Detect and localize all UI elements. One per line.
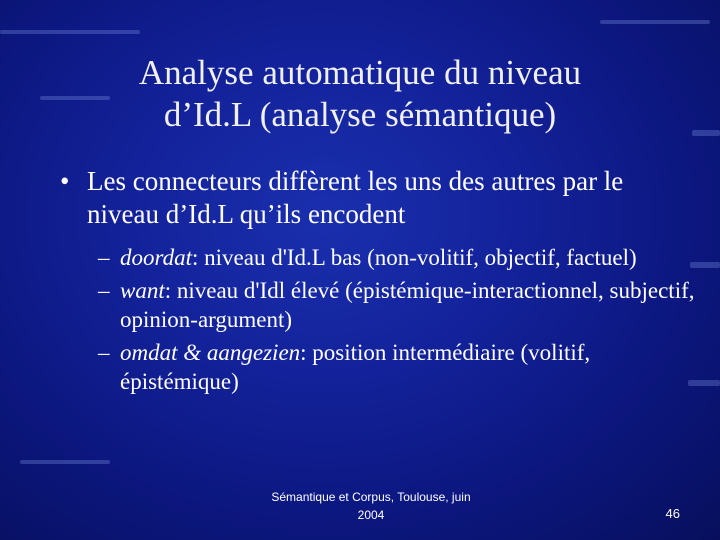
background-streak	[692, 130, 720, 136]
background-streak	[600, 20, 710, 24]
sub-bullet-marker: –	[98, 278, 110, 303]
sub-bullet-text: : niveau d'Id.L bas (non-volitif, objectif, factuel)	[192, 245, 637, 270]
sub-bullet-item	[98, 338, 700, 396]
slide-title-line-1: Analyse automatique du niveau	[138, 53, 582, 92]
sub-bullet-term: omdat & aangezien	[120, 340, 301, 365]
slide-title	[60, 52, 660, 136]
footer-line-2: 2004	[357, 508, 385, 522]
sub-bullet-text: : niveau d'Idl élevé (épistémique-interactionnel, subjectif, opinion-argument)	[120, 278, 695, 332]
sub-bullet-text: : position intermédiaire (volitif, épistémique)	[120, 340, 591, 394]
background-streak	[0, 30, 140, 34]
sub-bullet-term: doordat	[120, 245, 192, 270]
page-number: 46	[665, 506, 680, 521]
slide-footer	[246, 488, 496, 524]
bullet-item	[60, 165, 700, 231]
footer-line-1: Sémantique et Corpus, Toulouse, juin	[271, 490, 471, 504]
sub-bullet-marker: –	[98, 340, 110, 365]
sub-bullet-item	[98, 276, 700, 334]
sub-bullet-term: want	[120, 278, 165, 303]
bullet-text: Les connecteurs diffèrent les uns des autres par le niveau d’Id.L qu’ils encodent	[87, 166, 624, 229]
sub-bullet-marker: –	[98, 245, 110, 270]
slide-title-line-2: d’Id.L (analyse sémantique)	[163, 95, 557, 134]
bullet-marker: •	[60, 166, 70, 196]
sub-bullet-item	[98, 243, 700, 272]
background-streak	[20, 460, 110, 464]
slide-body	[60, 165, 700, 400]
sub-bullet-list	[60, 243, 700, 396]
